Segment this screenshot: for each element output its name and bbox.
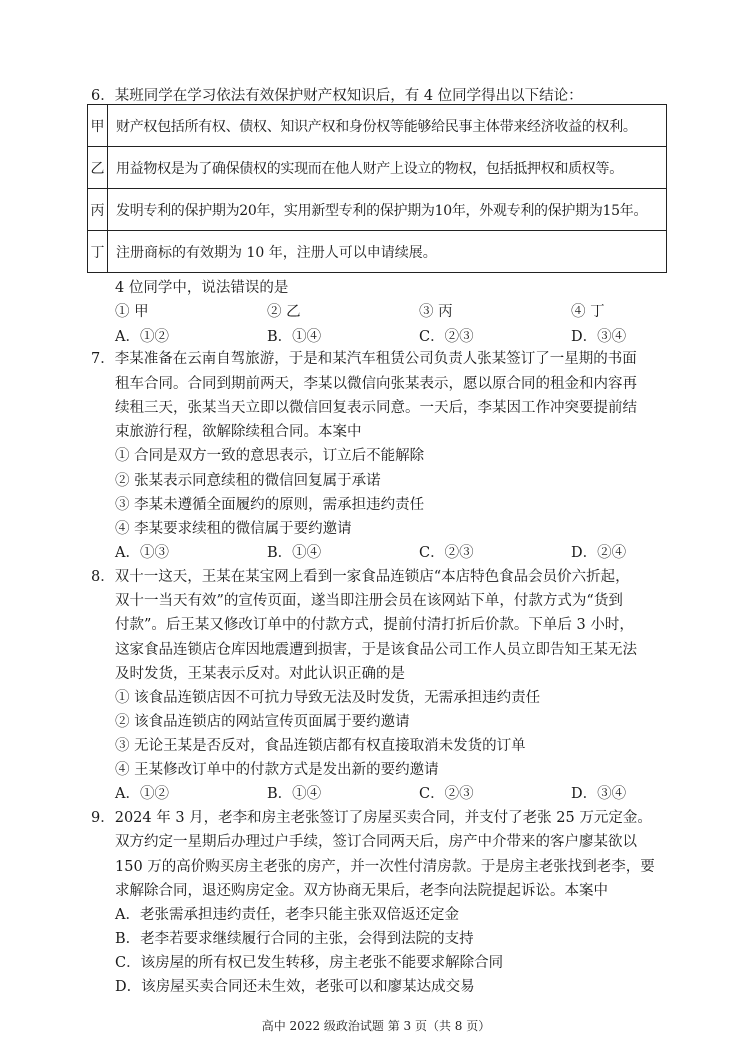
option: A．①③ xyxy=(115,545,169,561)
row-label: 丁 xyxy=(88,231,108,273)
q6-question: 4 位同学中，说法错误的是 xyxy=(115,280,289,296)
option: C．②③ xyxy=(419,786,474,802)
option: D．③④ xyxy=(571,329,627,345)
item: ④ 丁 xyxy=(571,304,605,320)
q8-line: 双十一当天有效”的宣传页面，遂当即注册会员在该网站下单，付款方式为“货到 xyxy=(115,593,623,609)
option: B．①④ xyxy=(267,545,322,561)
q6-statement-table xyxy=(87,104,667,273)
option: B．①④ xyxy=(267,786,322,802)
q7-line: 束旅游行程，欲解除续租合同。本案中 xyxy=(115,424,362,440)
q7-statement: ① 合同是双方一致的意思表示，订立后不能解除 xyxy=(115,448,425,464)
item: ② 乙 xyxy=(267,304,301,320)
q9-choice: D．该房屋买卖合同还未生效，老张可以和廖某达成交易 xyxy=(115,979,475,995)
q7-line: 租车合同。合同到期前两天，李某以微信向张某表示，愿以原合同的租金和内容再 xyxy=(115,376,637,392)
option: D．③④ xyxy=(571,786,627,802)
row-label: 乙 xyxy=(88,147,108,189)
q8-statement: ④ 王某修改订单中的付款方式是发出新的要约邀请 xyxy=(115,762,439,778)
q9-line: 双方约定一星期后办理过户手续，签订合同两天后，房产中介带来的客户廖某欲以 xyxy=(115,834,637,850)
q8-options xyxy=(115,782,723,803)
q8-statement: ① 该食品连锁店因不可抗力导致无法及时发货，无需承担违约责任 xyxy=(115,690,541,706)
table-row xyxy=(88,147,667,189)
row-label: 丙 xyxy=(88,189,108,231)
item: ③ 丙 xyxy=(419,304,453,320)
table-row xyxy=(88,231,667,273)
q8-line: 付款”。后王某又修改订单中的付款方式，提前付清打折后价款。下单后 3 小时， xyxy=(115,617,634,633)
option: C．②③ xyxy=(419,329,474,345)
q6-items xyxy=(115,300,723,321)
q9-choice: A．老张需承担违约责任，老李只能主张双倍返还定金 xyxy=(115,907,459,923)
row-label: 甲 xyxy=(88,105,108,147)
option: D．②④ xyxy=(571,545,627,561)
q7-statement: ② 张某表示同意续租的微信回复属于承诺 xyxy=(115,473,381,489)
q8-line: 及时发货，王某表示反对。对此认识正确的是 xyxy=(115,666,405,682)
q9-line: 求解除合同，退还购房定金。双方协商无果后，老李向法院提起诉讼。本案中 xyxy=(115,883,608,899)
row-text: 财产权包括所有权、债权、知识产权和身份权等能够给民事主体带来经济收益的权利。 xyxy=(108,105,667,147)
option: A．①② xyxy=(115,329,169,345)
q6-options xyxy=(115,325,723,346)
option: C．②③ xyxy=(419,545,474,561)
q9-line: 9．2024 年 3 月，老李和房主老张签订了房屋买卖合同，并支付了老张 25 万元定金。 xyxy=(91,810,652,826)
q7-statement: ④ 李某要求续租的微信属于要约邀请 xyxy=(115,521,352,537)
q8-statement: ③ 无论王某是否反对，食品连锁店都有权直接取消未发货的订单 xyxy=(115,738,526,754)
q7-line: 7．李某准备在云南自驾旅游，于是和某汽车租赁公司负责人张某签订了一星期的书面 xyxy=(91,351,637,367)
q8-statement: ② 该食品连锁店的网站宣传页面属于要约邀请 xyxy=(115,714,410,730)
q7-line: 续租三天，张某当天立即以微信回复表示同意。一天后，李某因工作冲突要提前结 xyxy=(115,400,637,416)
row-text: 注册商标的有效期为 10 年，注册人可以申请续展。 xyxy=(108,231,667,273)
q6-stem: 6．某班同学在学习依法有效保护财产权知识后，有 4 位同学得出以下结论： xyxy=(91,88,583,104)
item: ① 甲 xyxy=(115,304,149,320)
q9-choice: B．老李若要求继续履行合同的主张，会得到法院的支持 xyxy=(115,931,474,947)
option: B．①④ xyxy=(267,329,322,345)
q8-line: 这家食品连锁店仓库因地震遭到损害，于是该食品公司工作人员立即告知王某无法 xyxy=(115,642,637,658)
q7-options xyxy=(115,541,723,562)
q9-choice: C．该房屋的所有权已发生转移，房主老张不能要求解除合同 xyxy=(115,955,504,971)
q9-line: 150 万的高价购买房主老张的房产，并一次性付清房款。于是房主老张找到老李，要 xyxy=(115,859,655,875)
q7-statement: ③ 李某未遵循全面履约的原则，需承担违约责任 xyxy=(115,497,425,513)
q8-line: 8．双十一这天，王某在某宝网上看到一家食品连锁店“本店特色食品会员价六折起， xyxy=(91,569,630,585)
table-row xyxy=(88,105,667,147)
row-text: 发明专利的保护期为20年，实用新型专利的保护期为10年，外观专利的保护期为15年。 xyxy=(108,189,667,231)
page-footer: 高中 2022 级政治试题 第 3 页（共 8 页） xyxy=(261,1019,491,1033)
row-text: 用益物权是为了确保债权的实现而在他人财产上设立的物权，包括抵押权和质权等。 xyxy=(108,147,667,189)
option: A．①② xyxy=(115,786,169,802)
table-row xyxy=(88,189,667,231)
